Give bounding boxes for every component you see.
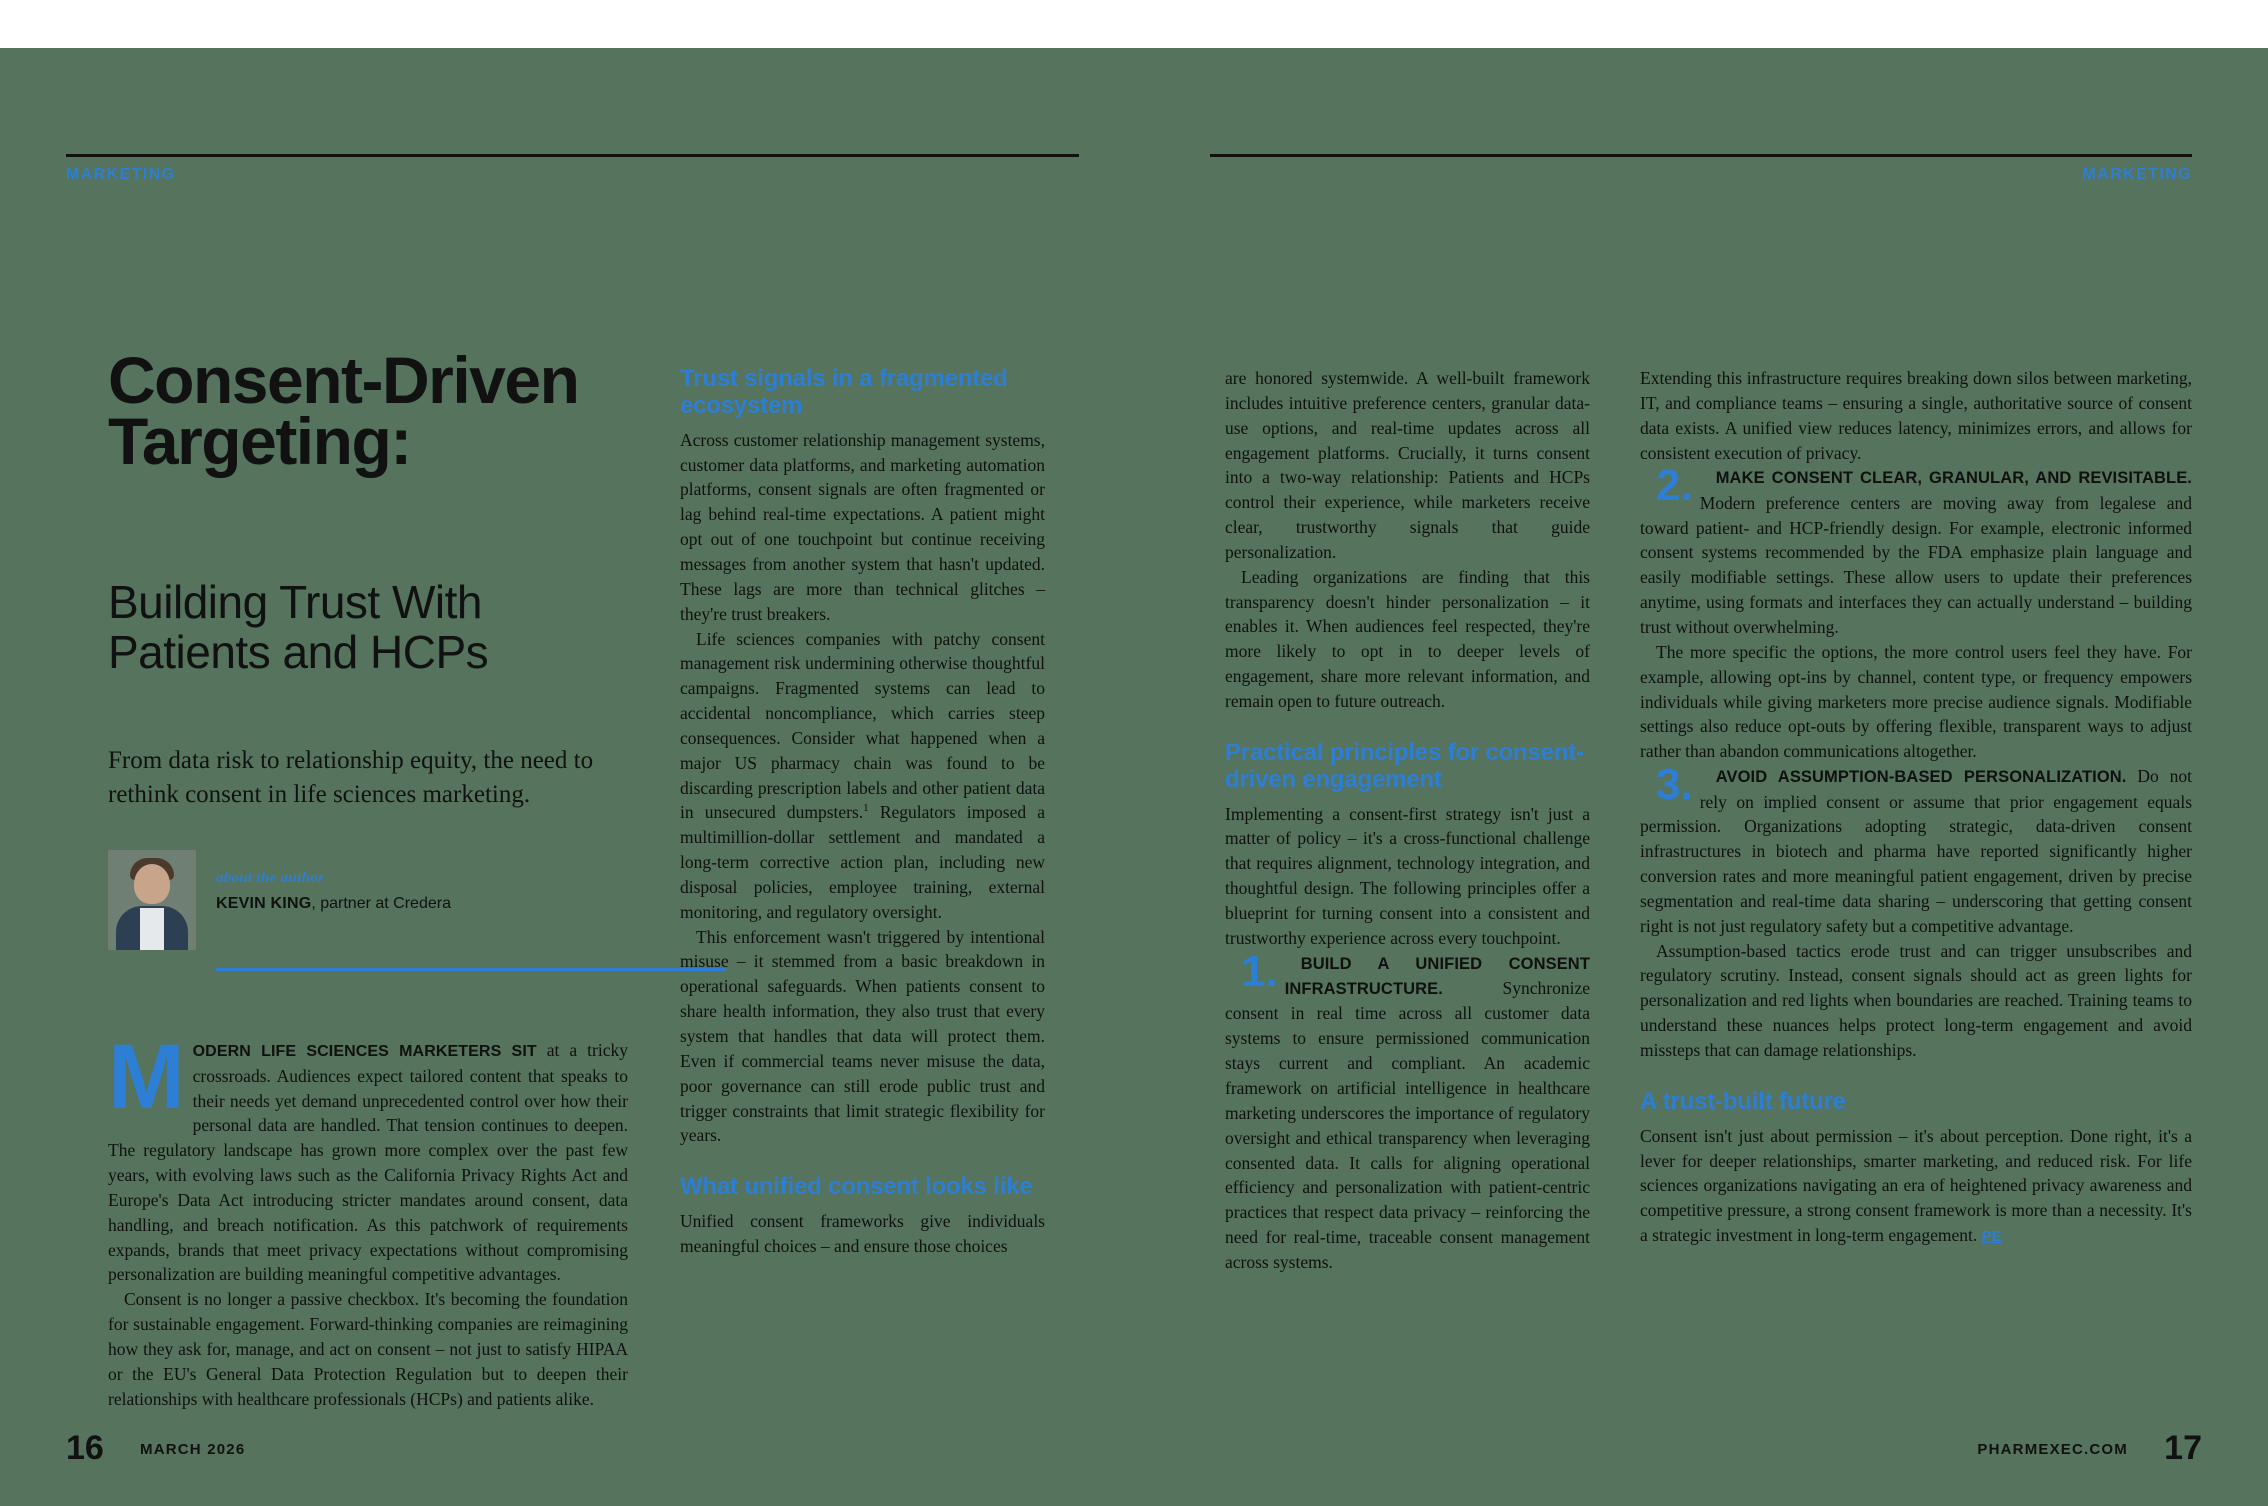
col2-paragraph-4: Unified consent frameworks give individuals meaningful choices – and ensure those choices — [680, 1211, 1045, 1256]
col2-paragraph-1: Across customer relationship management systems, customer data platforms, and marketing automation platforms, consent signals are often fragmented or lag behind real-time expectations. A patient might opt out of one touchpoint but continue receiving messages from another system that hasn't updated. These lags are more than technical glitches – they're trust breakers. — [680, 429, 1045, 624]
principle-item-1 — [1225, 946, 1590, 1275]
end-mark: PE — [1981, 1228, 2002, 1246]
footnote-marker: 1 — [863, 802, 869, 815]
section-heading-trust-built-future: A trust-built future — [1640, 1087, 1846, 1115]
page-subtitle: Building Trust With Patients and HCPs — [108, 576, 489, 678]
folio-site: PHARMEXEC.COM — [1977, 1441, 2128, 1458]
author-avatar — [108, 850, 196, 950]
body-column-3 — [1225, 366, 1590, 1275]
page-title: Consent-Driven Targeting: — [108, 343, 579, 478]
principle-runin-2: MAKE CONSENT CLEAR, GRANULAR, AND REVISITABLE. — [1715, 469, 2192, 488]
principle-body-3: Do not rely on implied consent or assume that prior engagement equals permission. Organizations adopting strategic, data-driven consent infrastructures in biotech and pharma have reported significantly higher conversion rates and more meaningful patient engagement, driven by precise segmentation and real-time data sharing – underscoring that getting consent right is not just regulatory safety but a competitive advantage. — [1640, 766, 2192, 936]
author-meta — [216, 870, 616, 913]
section-heading-trust-signals: Trust signals in a fragmented ecosystem — [680, 365, 1008, 419]
body-column-2 — [680, 366, 1045, 1259]
header-rule-left — [66, 154, 1079, 157]
col2-p2-b: Regulators imposed a multimillion-dollar settlement and mandated a long-term corrective action plan, including new disposal policies, employee training, external monitoring, and regulatory oversight. — [680, 802, 1046, 922]
lede-body: at a tricky crossroads. Audiences expect tailored content that speaks to their needs yet demand unprecedented control over how their personal data are handled. That tension continues to deepen. The regulatory landscape has grown more complex over the past few years, with evolving laws such as the California Privacy Rights Act and Europe's Data Act introducing stricter mandates around consent, data handling, and breach notification. As this patchwork of requirements expands, brands that meet privacy expectations without compromising personalization are building meaningful competitive advantages. — [108, 1040, 628, 1285]
principle-body-2: Modern preference centers are moving away from legalese and toward patient- and HCP-friendly design. For example, electronic informed consent systems recommended by the FDA emphasize plain language and easily modifiable settings. These allow users to update their preferences anytime, using formats and interfaces they can actually understand – building trust without overwhelming. — [1640, 492, 2192, 638]
running-head-right: MARKETING — [2082, 166, 2192, 183]
principle-runin-1: BUILD A UNIFIED CONSENT INFRASTRUCTURE. — [1284, 954, 1590, 999]
header-rule-right — [1210, 154, 2192, 157]
body-column-4 — [1640, 366, 2192, 1248]
col4-p4-text: Consent isn't just about permission – it's about perception. Done right, it's a lever for deeper relationships, smarter marketing, and reduced risk. For life sciences organizations navigating an era of heightened privacy awareness and competitive pressure, a strong consent framework is more than a necessity. It's a strategic investment in long-term engagement. — [1640, 1125, 2192, 1246]
body-column-1 — [108, 1026, 628, 1412]
col3-paragraph-1: are honored systemwide. A well-built framework includes intuitive preference centers, granular data-use options, and real-time updates across all engagement platforms. Crucially, it turns consent into a two-way relationship: Patients and HCPs control their experience, while marketers receive clear, trustworthy signals that guide personalization. — [1225, 368, 1590, 562]
drop-cap: M — [108, 1026, 185, 1128]
col3-paragraph-3: Implementing a consent-first strategy isn't just a matter of policy – it's a cross-functional challenge that requires alignment, technology integration, and thoughtful design. The following principles offer a blueprint for turning consent into a consistent and trustworthy experience across every touchpoint. — [1225, 803, 1590, 948]
author-role-text: , partner at Credera — [311, 895, 451, 912]
about-the-author-label: about the author — [216, 870, 325, 886]
col2-paragraph-3: This enforcement wasn't triggered by intentional misuse – it stemmed from a basic breakdown in operational safeguards. When patients consent to share health information, they also trust that every system that handles that data will protect them. Even if commercial teams never misuse the data, poor governance can still erode public trust and trigger constraints that limit strategic flexibility for years. — [680, 926, 1045, 1146]
author-name-text: KEVIN KING — [216, 895, 312, 912]
col4-paragraph-1: Extending this infrastructure requires breaking down silos between marketing, IT, and compliance teams – ensuring a single, authoritative source of consent data exists. A unified view reduces latency, minimizes errors, and allows for consistent execution of privacy. — [1640, 368, 2192, 463]
lede-paragraph — [108, 1026, 628, 1287]
col2-paragraph-2 — [680, 627, 1045, 925]
top-white-bar — [0, 0, 2268, 48]
col4-paragraph-3: Assumption-based tactics erode trust and can trigger unsubscribes and regulatory scrutiny. Instead, consent signals should act as green lights for personalization and red lights when boundaries are reached. Training teams to understand these nuances helps protect long-term engagement and avoid missteps that can damage relationships. — [1640, 940, 2192, 1060]
lede-smallcaps: ODERN LIFE SCIENCES MARKETERS SIT — [192, 1043, 537, 1060]
folio-page-right: 17 — [2164, 1429, 2202, 1467]
spread-content — [0, 48, 2268, 1506]
section-heading-practical-principles: Practical principles for consent-driven engagement — [1225, 738, 1584, 793]
principle-item-2 — [1640, 461, 2192, 639]
folio-page-left: 16 — [66, 1429, 104, 1467]
section-heading-unified-consent: What unified consent looks like — [680, 1173, 1033, 1201]
principle-item-3 — [1640, 760, 2192, 938]
author-divider — [216, 968, 726, 971]
principle-body-1: Synchronize consent in real time across all customer data systems to ensure permissioned communication stays current and compliant. An academic framework on artificial intelligence in healthcare marketing underscores the importance of regulatory oversight and ethical transparency when leveraging consented data. It calls for aligning operational efficiency and personalization with patient-centric practices that respect data privacy – reinforcing the need for real-time, traceable consent management across systems. — [1225, 978, 1590, 1272]
principle-number-2: 2. — [1656, 461, 1693, 511]
principle-runin-3: AVOID ASSUMPTION-BASED PERSONALIZATION. — [1715, 768, 2127, 787]
col1-paragraph-2: Consent is no longer a passive checkbox. It's becoming the foundation for sustainable engagement. Forward-thinking companies are reimagining how they ask for, manage, and act on consent – not just to satisfy HIPAA or the EU's General Data Protection Regulation but to deepen their relationships with healthcare professionals (HCPs) and patients alike. — [108, 1289, 628, 1409]
col2-p2-a: Life sciences companies with patchy consent management risk undermining otherwise thoughtful campaigns. Fragmented systems can lead to accidental noncompliance, which carries steep consequences. Consider what happened when a major US pharmacy chain was found to be discarding prescription labels and other patient data in unsecured dumpsters. — [680, 628, 1045, 823]
col3-paragraph-2: Leading organizations are finding that this transparency doesn't hinder personalization – it enables it. When audiences feel respected, they're more likely to opt in to deeper levels of engagement, share more relevant information, and remain open to future outreach. — [1225, 566, 1590, 711]
running-head-left: MARKETING — [66, 166, 176, 183]
principle-number-3: 3. — [1656, 760, 1693, 810]
principle-number-1: 1. — [1241, 946, 1278, 996]
col4-paragraph-2: The more specific the options, the more control users feel they have. For example, allowing opt-ins by channel, content type, or frequency empowers individuals while giving marketers more precise audience signals. Modifiable settings also reduce opt-outs by offering flexible, transparent ways to adjust rather than abandon communications altogether. — [1640, 641, 2192, 762]
col4-paragraph-4 — [1640, 1124, 2192, 1248]
author-name — [216, 895, 616, 913]
folio-issue: MARCH 2026 — [140, 1441, 246, 1458]
article-deck: From data risk to relationship equity, the need to rethink consent in life sciences marketing. — [108, 747, 594, 808]
